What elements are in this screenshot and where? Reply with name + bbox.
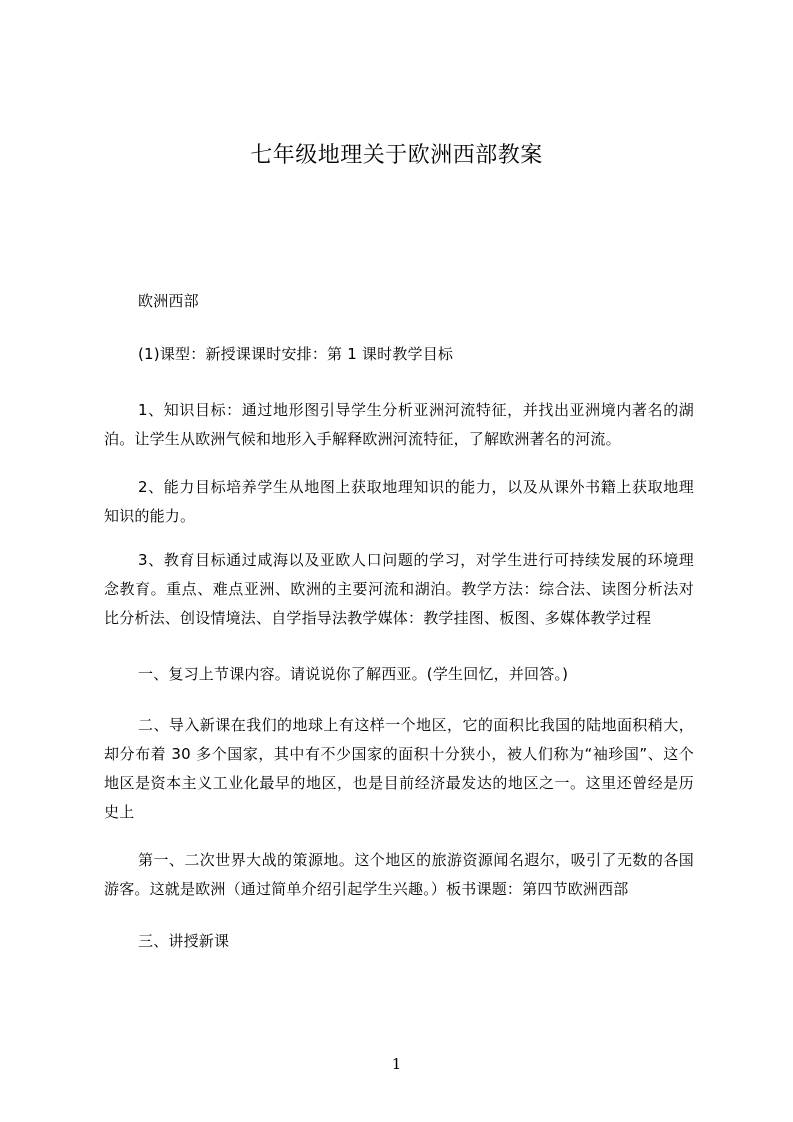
paragraph-new-lesson: 三、讲授新课 [138, 932, 230, 950]
paragraph-knowledge-goal: 1、知识目标：通过地形图引导学生分析亚洲河流特征，并找出亚洲境内著名的湖泊。让学生从欧洲气候和地形入手解释欧洲河流特征，了解欧洲著名的河流。 [104, 401, 694, 448]
paragraph-ability-goal: 2、能力目标培养学生从地图上获取地理知识的能力，以及从课外书籍上获取地理知识的能力。 [104, 478, 694, 525]
paragraph-lesson-type: (1)课型：新授课课时安排：第 1 课时教学目标 [138, 345, 454, 363]
paragraph-review: 一、复习上节课内容。请说说你了解西亚。(学生回忆，并回答。) [138, 665, 569, 683]
paragraph-world-wars: 第一、二次世界大战的策源地。这个地区的旅游资源闻名遐尔，吸引了无数的各国游客。这就是欧洲（通过简单介绍引起学生兴趣。）板书课题：第四节欧洲西部 [104, 851, 694, 898]
paragraph-education-goal: 3、教育目标通过咸海以及亚欧人口问题的学习，对学生进行可持续发展的环境理念教育。重点、难点亚洲、欧洲的主要河流和湖泊。教学方法：综合法、读图分析法对比分析法、创设情境法、自学指导法教学媒体：教学挂图、板图、多媒体教学过程 [104, 551, 694, 627]
document-title: 七年级地理关于欧洲西部教案 [250, 143, 543, 168]
paragraph-section-heading: 欧洲西部 [138, 292, 199, 310]
page-number: 1 [391, 1055, 402, 1073]
paragraph-introduction: 二、导入新课在我们的地球上有这样一个地区，它的面积比我国的陆地面积稍大，却分布着 30 多个国家，其中有不少国家的面积十分狭小，被人们称为“袖珍国”、这个地区是资本主义工业化最早的地区，也是目前经济最发达的地区之一。这里还曾经是历史上 [104, 716, 694, 821]
